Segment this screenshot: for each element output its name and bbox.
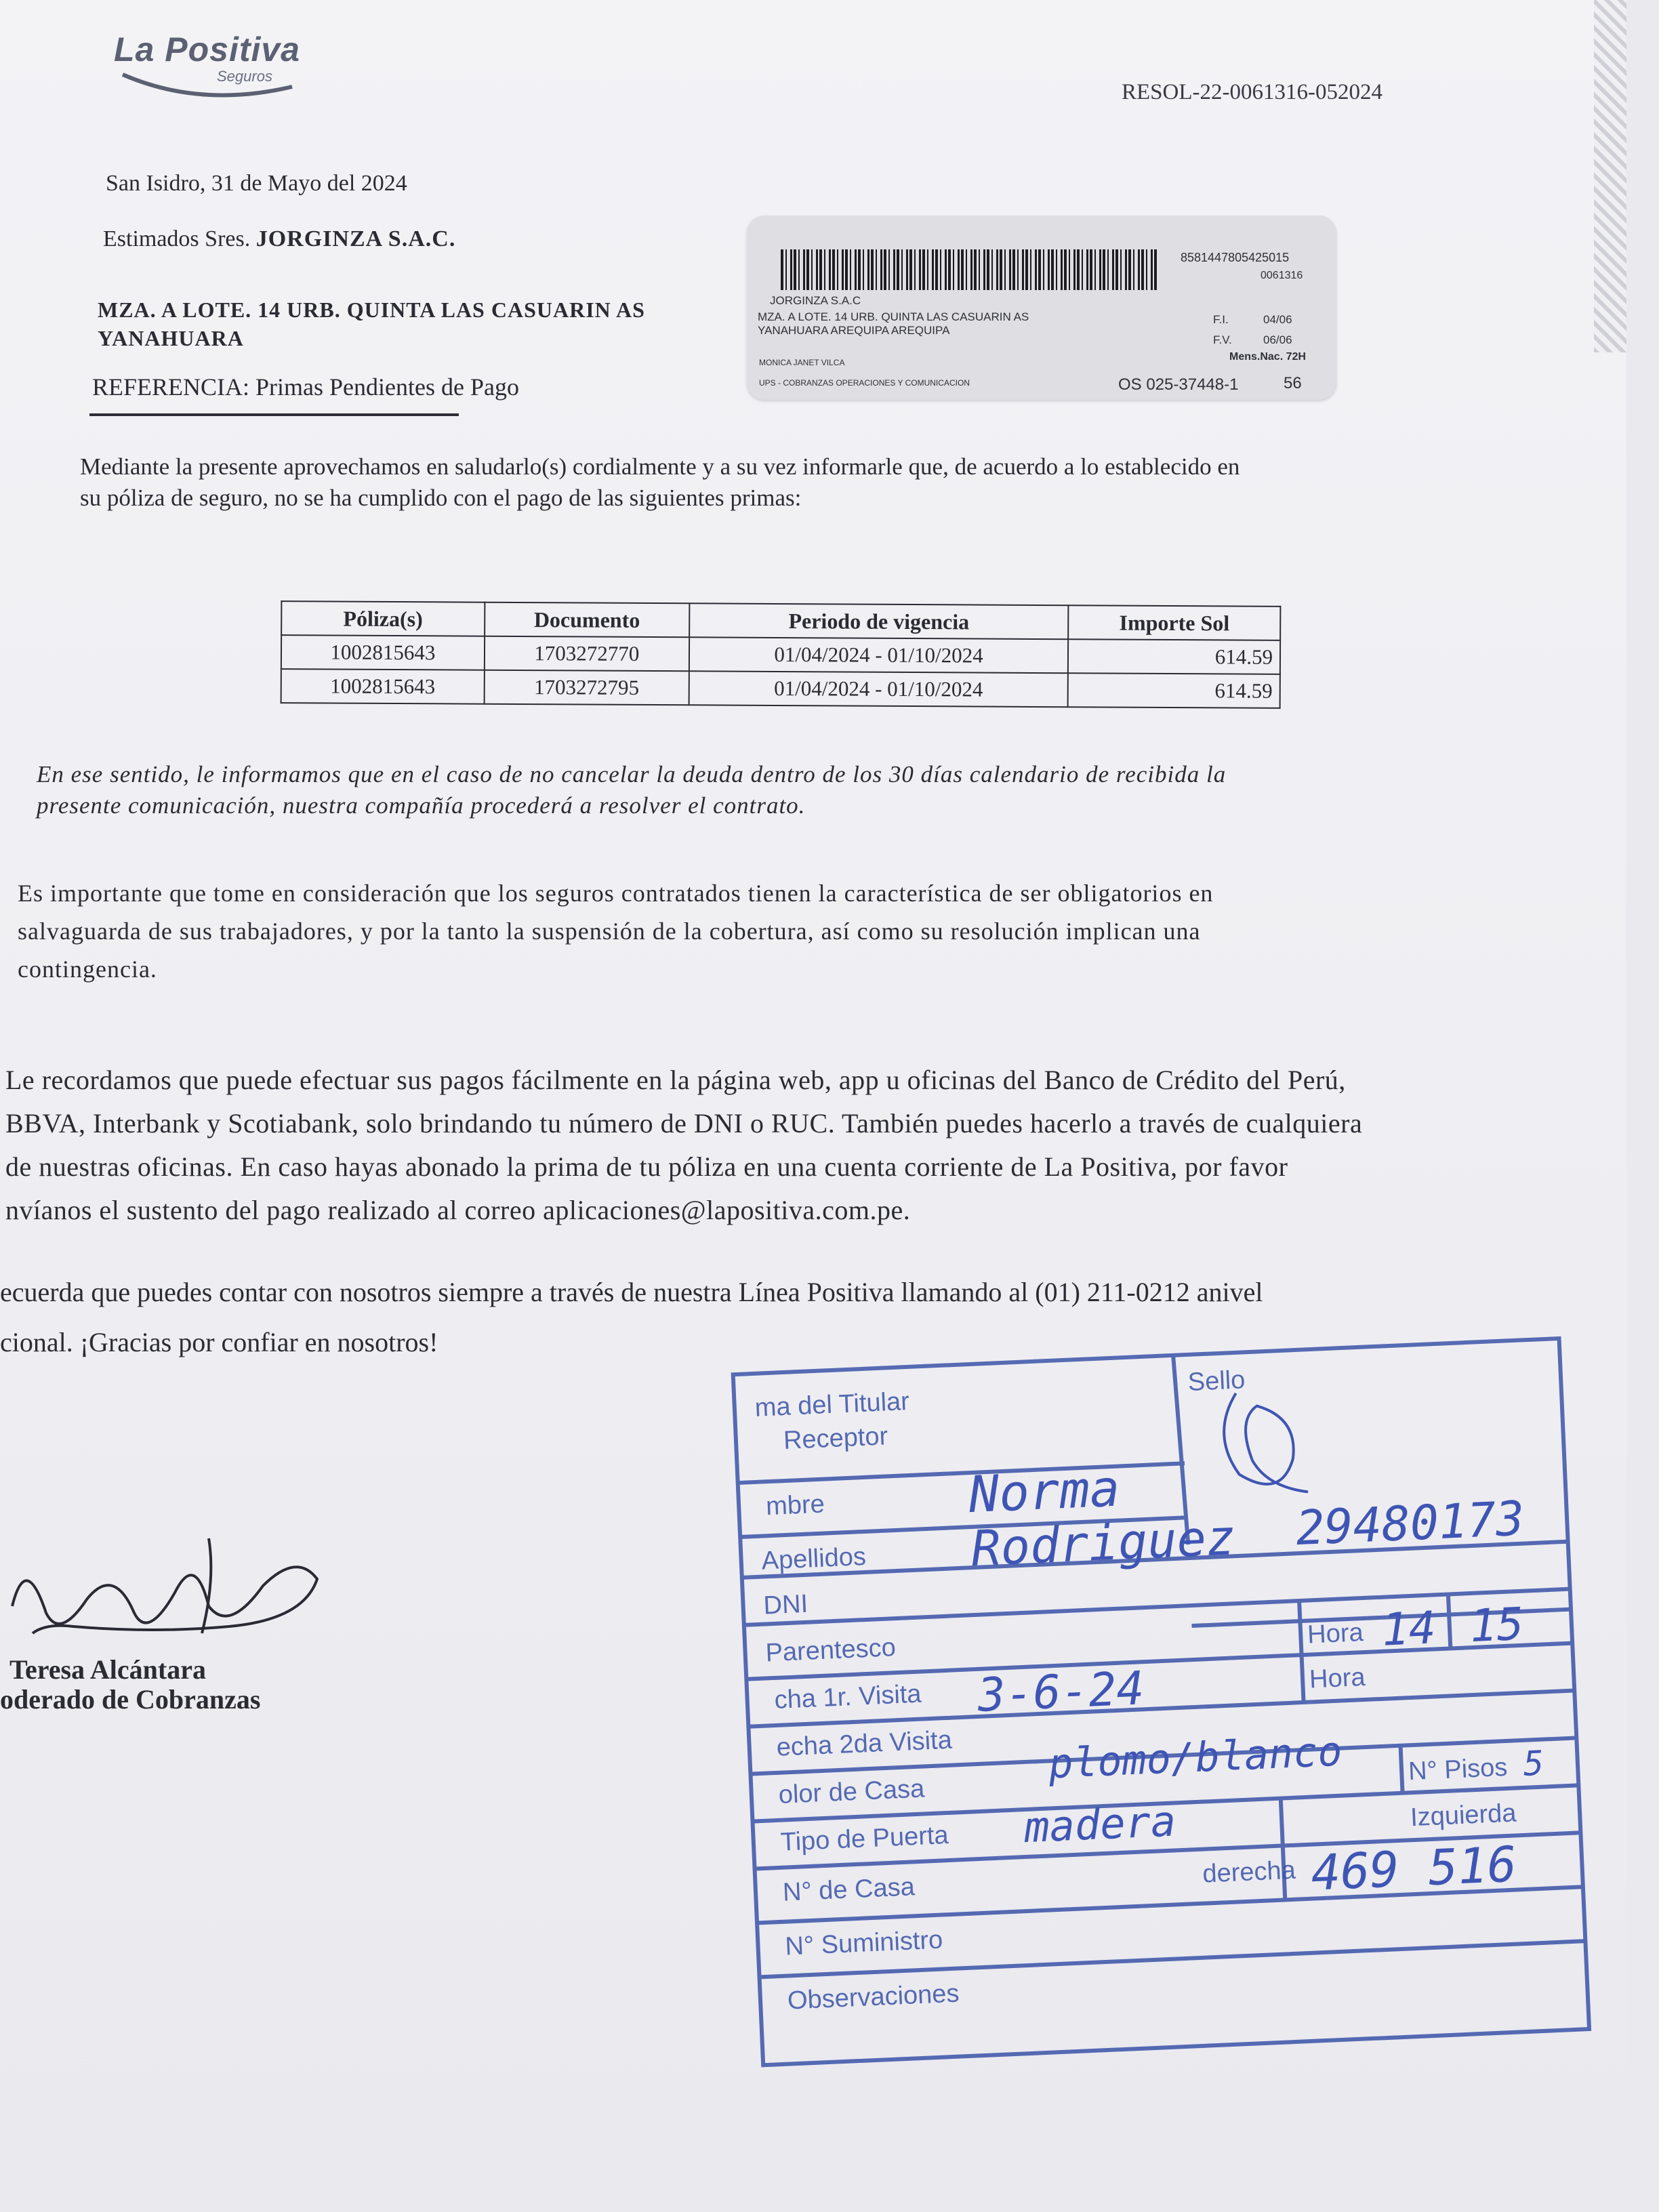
stamp-label-sello: Sello: [1187, 1366, 1246, 1397]
label-department: UPS - COBRANZAS OPERACIONES Y COMUNICACION: [759, 378, 970, 388]
column-header: Documento: [485, 602, 689, 638]
handwritten-signature: [5, 1525, 331, 1660]
label-os-number: 56: [1284, 374, 1302, 392]
recipient-address: [98, 295, 645, 352]
stamp-label-apellidos: Apellidos: [760, 1542, 867, 1576]
stamp-label-receptor: Receptor: [783, 1422, 889, 1456]
label-fv-value: 06/06: [1263, 333, 1292, 346]
period-cell: 01/04/2024 - 01/10/2024: [689, 637, 1069, 673]
intro-line: su póliza de seguro, no se ha cumplido con el pago de las siguientes primas:: [80, 485, 802, 511]
handwritten-surname: Rodriguez: [970, 1509, 1237, 1578]
stamp-label-num-casa: N° de Casa: [782, 1872, 916, 1907]
premiums-table: [281, 600, 1282, 709]
date-line: San Isidro, 31 de Mayo del 2024: [106, 171, 407, 196]
warning-line: presente comunicación, nuestra compañía procederá a resolver el contrato.: [37, 792, 806, 819]
handwritten-dni: 29480173: [1294, 1490, 1526, 1557]
stamp-initials-icon: [1195, 1376, 1323, 1517]
important-paragraph: [18, 874, 1213, 988]
stamp-label-tipo-puerta: Tipo de Puerta: [779, 1821, 949, 1857]
barcode-number: 8581447805425015: [1181, 251, 1290, 264]
amount-cell: 614.59: [1068, 639, 1280, 674]
label-agent: MONICA JANET VILCA: [759, 358, 845, 367]
reference-underline: [89, 413, 459, 416]
stamp-label-suministro: N° Suministro: [784, 1925, 944, 1961]
document-cell: 1703272770: [485, 636, 689, 672]
handwritten-name: Norma: [967, 1459, 1122, 1525]
important-line: Es importante que tome en consideración que los seguros contratados tienen la característica de ser obligatorios en: [18, 880, 1214, 907]
handwritten-number: 469 516: [1309, 1835, 1518, 1902]
amount-cell: 614.59: [1068, 673, 1280, 708]
stamp-label-dni: DNI: [762, 1589, 808, 1620]
stamp-label-hora: Hora: [1307, 1618, 1364, 1650]
label-fi-label: F.I.: [1213, 313, 1229, 326]
stamp-label-pisos: N° Pisos: [1408, 1753, 1509, 1786]
stamp-label-firma: ma del Titular: [754, 1387, 910, 1422]
stamp-label-observaciones: Observaciones: [787, 1979, 960, 2015]
important-line: contingencia.: [18, 956, 157, 983]
stamp-label-izquierda: Izquierda: [1410, 1799, 1517, 1832]
stamp-label-fecha2: echa 2da Visita: [775, 1725, 953, 1762]
document-cell: 1703272795: [484, 670, 689, 705]
payment-paragraph: [5, 1059, 1362, 1232]
handwritten-hour: 14: [1380, 1601, 1437, 1656]
company-logo-subtitle: Seguros: [217, 68, 272, 85]
table-header-row: [281, 601, 1280, 640]
label-address-line: MZA. A LOTE. 14 URB. QUINTA LAS CASUARIN AS: [758, 310, 1029, 323]
stamp-label-nombre: mbre: [765, 1490, 825, 1521]
signatory-name: Teresa Alcántara: [9, 1654, 206, 1685]
stamp-label-parentesco: Parentesco: [764, 1633, 897, 1668]
mailing-label: [747, 216, 1336, 400]
column-header: Periodo de vigencia: [689, 603, 1069, 639]
table-row: [281, 635, 1280, 674]
column-header: Importe Sol: [1068, 605, 1280, 640]
table-row: [281, 669, 1280, 708]
policy-cell: 1002815643: [281, 635, 485, 670]
handwritten-date: 3-6-24: [977, 1662, 1145, 1723]
handwritten-minute: 15: [1469, 1597, 1525, 1653]
recipient-company: JORGINZA S.A.C.: [255, 226, 456, 251]
label-reference: 0061316: [1261, 270, 1303, 281]
payment-line: BBVA, Interbank y Scotiabank, solo brindando tu número de DNI o RUC. También puedes hacerlo a través de cualquiera: [5, 1108, 1363, 1139]
greeting-prefix: Estimados Sres.: [103, 226, 251, 251]
label-os: OS 025-37448-1: [1118, 375, 1239, 394]
label-fi-value: 04/06: [1263, 313, 1292, 326]
policy-cell: 1002815643: [281, 669, 485, 704]
important-line: salvaguarda de sus trabajadores, y por la tanto la suspensión de la cobertura, así como su resolución implican una: [18, 918, 1201, 945]
label-address-line: YANAHUARA AREQUIPA AREQUIPA: [758, 324, 950, 337]
payment-line: Le recordamos que puede efectuar sus pagos fácilmente en la página web, app u oficinas del Banco de Crédito del Perú,: [5, 1065, 1346, 1095]
label-service: Mens.Nac. 72H: [1229, 351, 1306, 363]
stamp-label-fecha1: cha 1r. Visita: [773, 1679, 922, 1715]
period-cell: 01/04/2024 - 01/10/2024: [689, 671, 1069, 707]
handwritten-floors: 5: [1522, 1743, 1545, 1784]
intro-line: Mediante la presente aprovechamos en saludarlo(s) cordialmente y a su vez informarle que, de acuerdo a lo establecido en: [80, 453, 1240, 480]
reference-line: REFERENCIA: Primas Pendientes de Pago: [92, 373, 519, 401]
resolution-number: RESOL-22-0061316-052024: [1122, 80, 1382, 104]
greeting: [103, 226, 455, 252]
label-company: JORGINZA S.A.C: [770, 294, 861, 307]
address-line: YANAHUARA: [98, 326, 244, 350]
company-logo-text: La Positiva: [114, 30, 300, 68]
delivery-stamp: [705, 1307, 1659, 2114]
contact-line: ecuerda que puedes contar con nosotros siempre a través de nuestra Línea Positiva llamando al (01) 211-0212 anivel: [0, 1277, 1263, 1307]
signatory-role: oderado de Cobranzas: [0, 1684, 261, 1715]
warning-paragraph: [37, 759, 1226, 821]
background-edge: [1594, 0, 1626, 352]
warning-line: En ese sentido, le informamos que en el caso de no cancelar la deuda dentro de los 30 días calendario de recibida la: [37, 761, 1227, 787]
column-header: Póliza(s): [281, 601, 485, 636]
payment-line: nvíanos el sustento del pago realizado al correo aplicaciones@lapositiva.com.pe.: [5, 1195, 911, 1225]
handwritten-color: plomo/blanco: [1047, 1727, 1343, 1788]
intro-paragraph: [80, 451, 1240, 514]
label-address: [758, 310, 1029, 337]
payment-line: de nuestras oficinas. En caso hayas abonado la prima de tu póliza en una cuenta corriente de La Positiva, por favor: [5, 1151, 1288, 1182]
handwritten-door: madera: [1023, 1796, 1177, 1853]
barcode-icon: [781, 249, 1157, 290]
stamp-label-hora2: Hora: [1309, 1662, 1366, 1694]
label-fv-label: F.V.: [1213, 333, 1232, 346]
address-line: MZA. A LOTE. 14 URB. QUINTA LAS CASUARIN AS: [98, 298, 645, 322]
stamp-label-derecha: derecha: [1202, 1856, 1296, 1889]
contact-line: cional. ¡Gracias por confiar en nosotros!: [0, 1327, 438, 1357]
stamp-label-color: olor de Casa: [777, 1774, 926, 1809]
